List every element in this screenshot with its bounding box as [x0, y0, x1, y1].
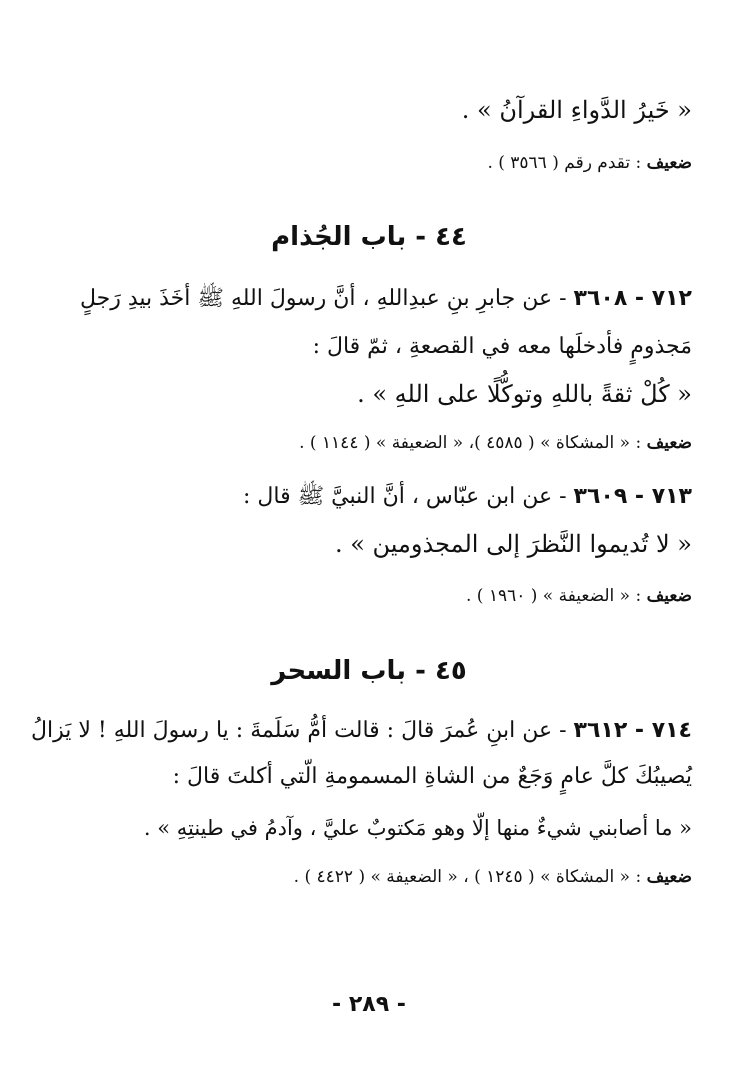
- hadith-713-grade: ضعيف : « الضعيفة » ( ١٩٦٠ ) .: [465, 586, 692, 606]
- hadith-712-grade: ضعيف : « المشكاة » ( ٤٥٨٥ )، « الضعيفة » ( ١١٤٤ ) .: [299, 433, 692, 453]
- hadith-number: ٧١٢ - ٣٦٠٨: [573, 286, 692, 311]
- hadith-713-quote: « لا تُديموا النَّظرَ إلى المجذومين » .: [334, 530, 692, 558]
- grade-label: ضعيف: [646, 153, 692, 173]
- hadith-714-line1: ٧١٤ - ٣٦١٢ - عن ابنِ عُمرَ قالَ : قالت أمُّ سَلَمةَ : يا رسولَ اللهِ ! لا يَزالُ: [30, 718, 692, 743]
- hadith-713-line1: ٧١٣ - ٣٦٠٩ - عن ابن عبّاس ، أنَّ النبيَّ ﷺ قال :: [242, 484, 692, 509]
- grade-top: ضعيف : تقدم رقم ( ٣٥٦٦ ) .: [487, 153, 692, 173]
- hadith-number: ٧١٣ - ٣٦٠٩: [573, 484, 692, 509]
- hadith-712-line2: مَجذومٍ فأدخلَها معه في القصعةِ ، ثمّ قالَ :: [312, 334, 692, 359]
- grade-label: ضعيف: [646, 433, 692, 453]
- hadith-number: ٧١٤ - ٣٦١٢: [573, 718, 692, 743]
- hadith-712-line1: ٧١٢ - ٣٦٠٨ - عن جابرِ بنِ عبدِاللهِ ، أنَّ رسولَ اللهِ ﷺ أخَذَ بيدِ رَجلٍ: [79, 286, 692, 311]
- grade-label: ضعيف: [646, 867, 692, 887]
- hadith-714-line2: يُصيبُكَ كلَّ عامٍ وَجَعٌ من الشاةِ المسمومةِ الّتي أكلتَ قالَ :: [172, 764, 692, 789]
- hadith-714-grade: ضعيف : « المشكاة » ( ١٢٤٥ ) ، « الضعيفة » ( ٤٤٢٢ ) .: [293, 867, 692, 887]
- section-heading-44: ٤٤ - باب الجُذام: [271, 222, 467, 252]
- page-number: - ٢٨٩ -: [332, 992, 406, 1017]
- hadith-712-quote: « كُلْ ثقةً باللهِ وتوكُّلًا على اللهِ » .: [357, 380, 692, 408]
- quote-top: « خَيرُ الدَّواءِ القرآنُ » .: [461, 96, 692, 124]
- section-heading-45: ٤٥ - باب السحر: [271, 656, 467, 686]
- grade-label: ضعيف: [646, 586, 692, 606]
- hadith-714-quote: « ما أصابني شيءٌ منها إلّا وهو مَكتوبٌ عليَّ ، وآدمُ في طينتِهِ » .: [143, 816, 692, 840]
